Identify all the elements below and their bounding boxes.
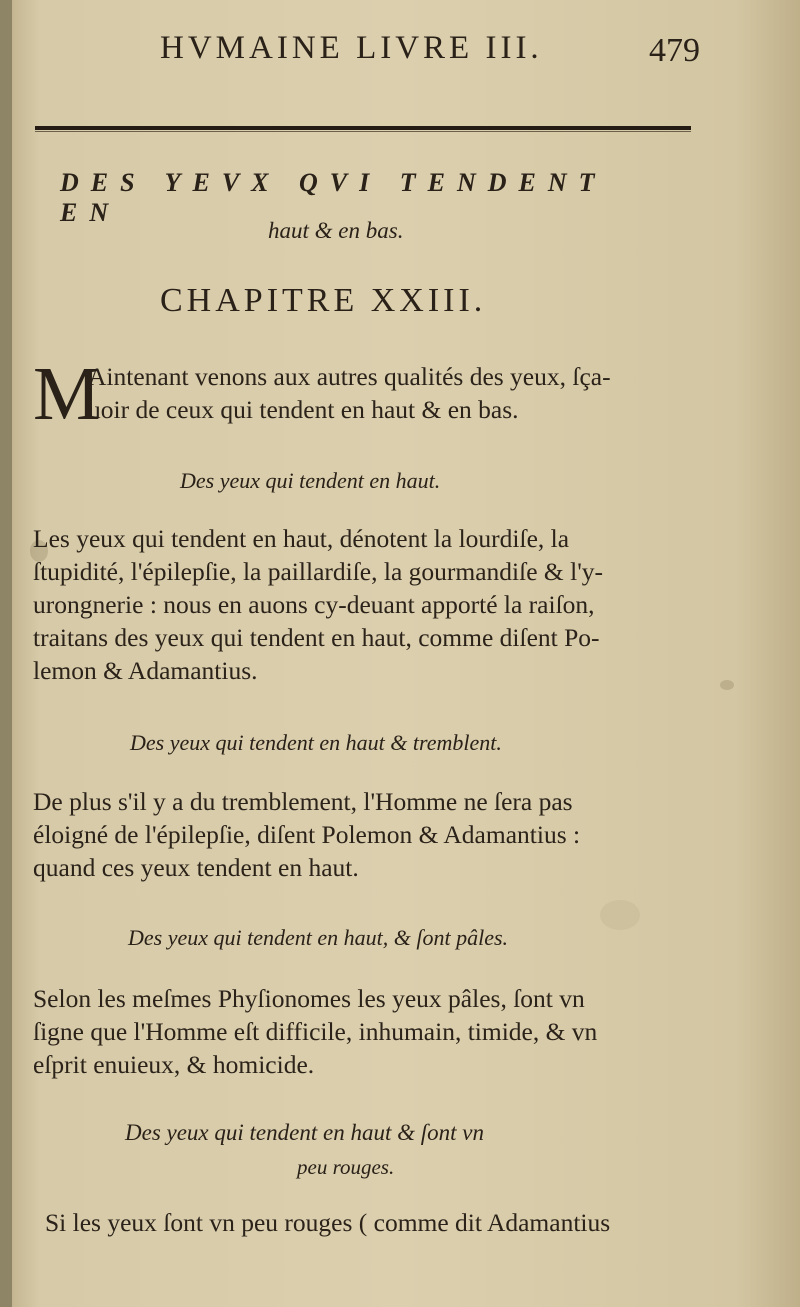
text-line: traitans des yeux qui tendent en haut, comme diſent Po- [33,623,600,652]
text-line: eſprit enuieux, & homicide. [33,1050,315,1079]
text-line: De plus s'il y a du tremblement, l'Homme ne ſera pas [33,787,573,816]
drop-cap: M [33,352,101,436]
chapter-heading: CHAPITRE XXIII. [160,282,487,319]
text-line: urongnerie : nous en auons cy-deuant apporté la raiſon, [33,590,595,619]
page-number: 479 [649,32,700,69]
page-header [160,30,700,80]
header-rule [35,126,691,130]
subheading-2: Des yeux qui tendent en haut & tremblent. [130,730,502,755]
intro-line-2: uoir de ceux qui tendent en haut & en bas. [88,395,519,424]
subheading-1: Des yeux qui tendent en haut. [180,468,441,493]
paragraph-4 [45,1206,705,1239]
section-title-line1: DES YEVX QVI TENDENT EN [60,168,607,227]
text-line: lemon & Adamantius. [33,656,258,685]
text-line: Les yeux qui tendent en haut, dénotent la lourdiſe, la [33,524,570,553]
ink-spot [720,680,734,690]
header-rule-thin [35,131,691,132]
text-line: ſigne que l'Homme eſt difficile, inhumain, timide, & vn [33,1017,598,1046]
text-line: Si les yeux ſont vn peu rouges ( comme dit Adamantius [45,1208,611,1237]
running-title: HVMAINE LIVRE III. [160,30,543,66]
subheading-4-line2: peu rouges. [297,1155,395,1179]
text-line: éloigné de l'épilepſie, diſent Polemon & Adamantius : [33,820,581,849]
subheading-3: Des yeux qui tendent en haut, & ſont pâles. [128,925,509,950]
section-title-line2: haut & en bas. [268,218,404,243]
book-gutter [0,0,12,1307]
intro-line-1: Aintenant venons aux autres qualités des yeux, ſça- [88,362,611,391]
paragraph-3 [33,982,705,1081]
text-line: Selon les meſmes Phyſionomes les yeux pâles, ſont vn [33,984,585,1013]
text-line: ſtupidité, l'épilepſie, la paillardiſe, la gourmandiſe & l'y- [33,557,604,586]
text-line: quand ces yeux tendent en haut. [33,853,359,882]
subheading-4-line1: Des yeux qui tendent en haut & ſont vn [125,1120,484,1145]
paragraph-2 [33,785,705,884]
paragraph-1 [33,522,705,687]
stain [600,900,640,930]
